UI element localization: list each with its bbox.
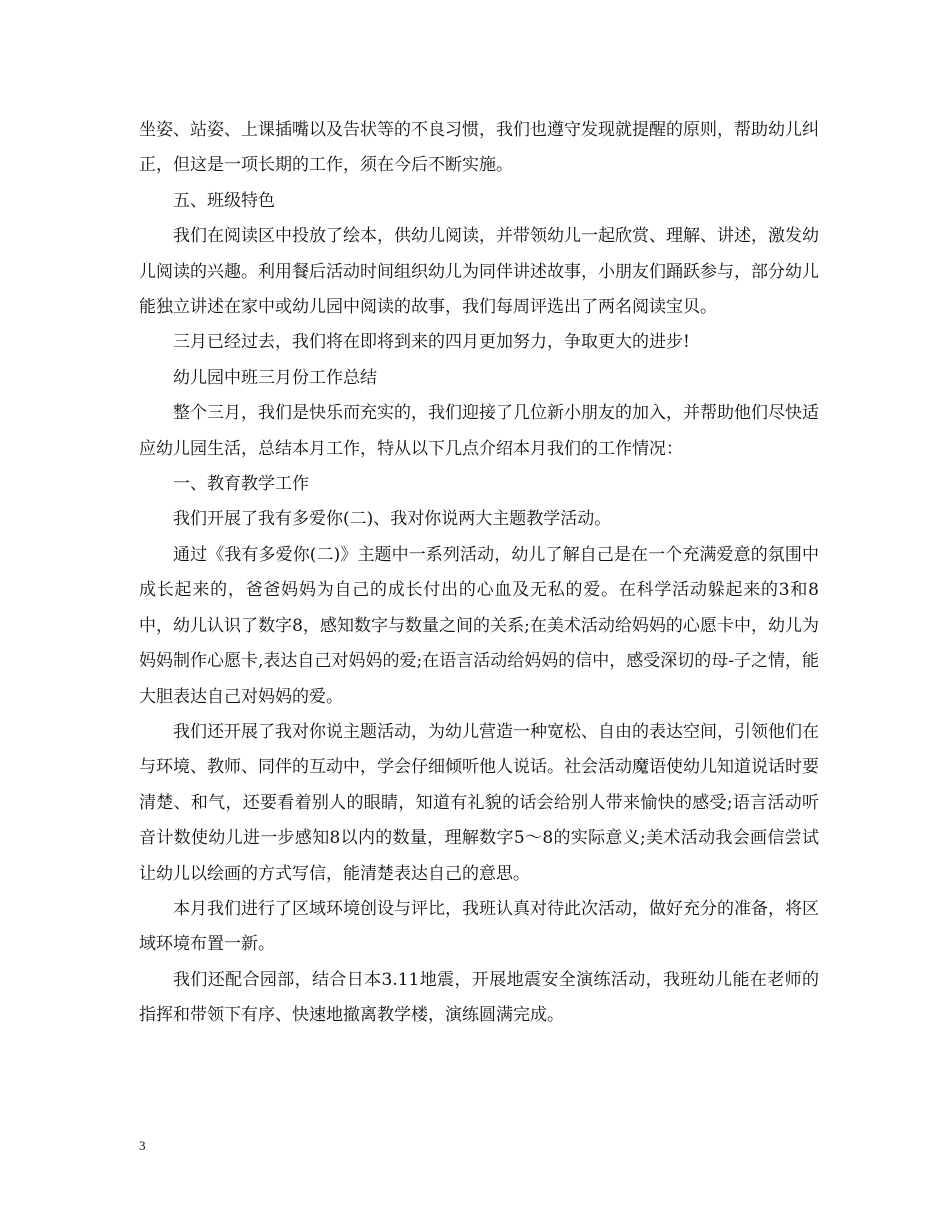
page-number: 3 bbox=[139, 1138, 146, 1153]
paragraph-reading-area: 我们在阅读区中投放了绘本，供幼儿阅读，并带领幼儿一起欣赏、理解、讲述，激发幼儿阅读的兴趣。利用餐后活动时间组织幼儿为同伴讲述故事，小朋友们踊跃参与，部分幼儿能独立讲述在家中或幼儿园中阅读的故事，我们每周评选出了两名阅读宝贝。 bbox=[139, 226, 819, 318]
paragraph-love-theme: 通过《我有多爱你(二)》主题中一系列活动，幼儿了解自己是在一个充满爱意的氛围中成长起来的，爸爸妈妈为自己的成长付出的心血及无私的爱。在科学活动躲起来的3和8中，幼儿认识了数字8，感知数字与数量之间的关系;在美术活动给妈妈的心愿卡中，幼儿为妈妈制作心愿卡,表达自己对妈妈的爱;在语言活动给妈妈的信中，感受深切的母-子之情，能大胆表达自己对妈妈的爱。 bbox=[139, 544, 819, 707]
paragraph-intro: 整个三月，我们是快乐而充实的，我们迎接了几位新小朋友的加入，并帮助他们尽快适应幼儿园生活，总结本月工作，特从以下几点介绍本月我们的工作情况： bbox=[139, 403, 819, 459]
document-subtitle: 幼儿园中班三月份工作总结 bbox=[173, 367, 377, 388]
section-heading-class-features: 五、班级特色 bbox=[173, 190, 275, 211]
paragraph-march-conclusion: 三月已经过去，我们将在即将到来的四月更加努力，争取更大的进步! bbox=[173, 332, 690, 353]
section-heading-education: 一、教育教学工作 bbox=[173, 474, 309, 495]
paragraph-themes: 我们开展了我有多爱你(二)、我对你说两大主题教学活动。 bbox=[173, 509, 612, 530]
document-body bbox=[139, 113, 819, 1034]
paragraph-continued: 坐姿、站姿、上课插嘴以及告状等的不良习惯，我们也遵守发现就提醒的原则，帮助幼儿纠正，但这是一项长期的工作，须在今后不断实施。 bbox=[139, 120, 819, 176]
paragraph-say-to-you-theme: 我们还开展了我对你说主题活动，为幼儿营造一种宽松、自由的表达空间，引领他们在与环境、教师、同伴的互动中，学会仔细倾听他人说话。社会活动魔语使幼儿知道说话时要清楚、和气，还要看着别人的眼睛，知道有礼貌的话会给别人带来愉快的感受;语言活动听音计数使幼儿进一步感知8以内的数量，理解数字5～8的实际意义;美术活动我会画信尝试让幼儿以绘画的方式写信，能清楚表达自己的意思。 bbox=[139, 721, 819, 884]
paragraph-earthquake-drill: 我们还配合园部，结合日本3.11地震，开展地震安全演练活动，我班幼儿能在老师的指挥和带领下有序、快速地撤离教学楼，演练圆满完成。 bbox=[139, 969, 819, 1026]
paragraph-area-environment: 本月我们进行了区域环境创设与评比，我班认真对待此次活动，做好充分的准备，将区域环境布置一新。 bbox=[139, 898, 819, 955]
